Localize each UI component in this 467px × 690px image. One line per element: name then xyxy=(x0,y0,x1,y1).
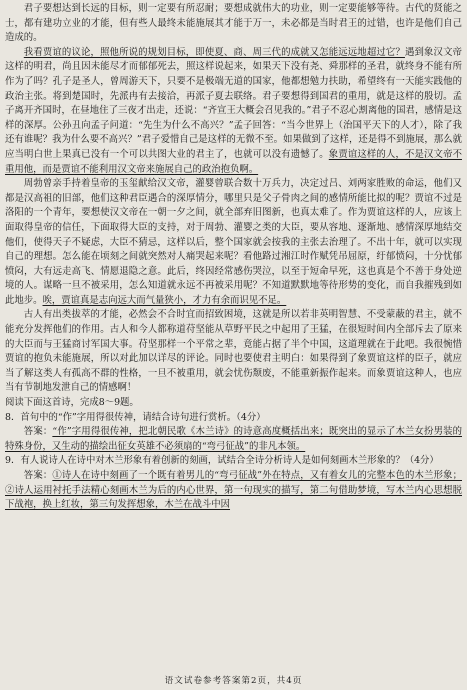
paragraph-1 xyxy=(5,2,462,46)
answer-8-text: “作”字用得很传神，把北朝民歌《木兰诗》的诗意高度概括出来；既突出的显示了木兰女扮男装的特殊身份，又生动的描绘出征女英雄不必须扇的“弯弓征战”的非凡本领。 xyxy=(5,426,462,452)
poem-instruction-text: 阅读下面这首诗，完成8～9题。 xyxy=(5,397,139,409)
paragraph-4 xyxy=(5,308,462,396)
paragraph-3 xyxy=(5,177,462,308)
question-8 xyxy=(5,411,462,426)
paragraph-3-underlined-closing: 唉，贾谊真是志向远大而气量狭小，才力有余而识见不足。 xyxy=(42,294,287,306)
paragraph-2 xyxy=(5,46,462,177)
question-9 xyxy=(5,454,462,469)
paragraph-4-text: 古人有出类拔萃的才能，必然会不合时宜而招致困境，这就是所以若非英明智慧、不受蒙蔽的君主，就不能充分发挥他们的作用。古人和今人都称道苻坚能从草野平民之中起用了王猛，在很短时间内全部斥去了原来的大臣而与王猛商讨军国大事。苻坚那样一个平常之辈，竟能占据了半个中国，这道理就在于此吧。我很惋惜贾谊的抱负未能施展，所以对此加以详尽的评论。同时也要使君主明白：如果得到了象贾谊这样的臣子，就应当了解这类人有孤高不群的性格，一旦不被重用，就会忧伤颓废，不能重新振作起来。而象贾谊这种人，也应当有节制地发泄自己的情感啊！ xyxy=(5,309,462,394)
paragraph-2-underlined-closing: 象贾谊这样的人，不是汉文帝不重用他，而是贾谊不能利用汉文帝来施展自己的政治抱负啊。 xyxy=(5,148,462,175)
answer-9 xyxy=(5,469,462,513)
poem-instruction xyxy=(5,396,462,411)
answer-9-label: 答案： xyxy=(23,470,53,481)
paragraph-2-text: 遇到象汉文帝这样的明君，尚且因未能尽才而郁郁死去，照这样说起来，如果天下没有尧、舜那样的圣君，就终身不能有所作为了吗？孔子是圣人，曾周游天下，只要不是极端无道的国家，他都想勉力扶助，希望终有一天能实践他的政治主张。将到楚国时，先派冉有去接洽，再派子夏去联络。君子要想得到国君的重用，就是这样的殷切。孟子离开齐国时，在昼地住了三夜才出走，还说：“齐宣王大概会召见我的。”君子不忍心割离他的国君，感情是这样的深厚。公孙丑向孟子问道：“先生为什么不高兴？”孟子回答：“当今世界上（治国平天下的人才），除了我还有谁呢？我为什么要不高兴？”君子爱惜自己是这样的无微不至。如果做到了这样，还是得不到施展，那么就应当明白世上果真已没有一个可以共图大业的君主了，也就可以没有遗憾了。 xyxy=(5,46,462,160)
question-9-text: 9．有人说诗人在诗中对木兰形象有着创新的刻画，试结合全诗分析诗人是如何刻画木兰形象的？（4分） xyxy=(5,455,439,467)
question-8-text: 8．首句中的“作”字用得很传神，请结合诗句进行赏析。（4分） xyxy=(5,411,266,423)
answer-8 xyxy=(5,425,462,454)
answer-8-label: 答案： xyxy=(23,426,53,438)
paragraph-3-text: 周勃曾亲手持着皇帝的玉玺献给汉文帝，灌婴曾联合数十万兵力，决定过吕、刘两家胜败的命运，他们又都是汉高祖的旧部，他们这种君臣遇合的深厚情分，哪里只是父子骨肉之间的感情所能比拟的呢？贾谊不过是洛阳的一个青年，要想使汉文帝在一朝一夕之间，就全部弃旧图新，也真太难了。作为贾谊这样的人，应该上面取得皇帝的信任，下面取得大臣的支持，对于周勃、灌婴之类的大臣，要从容地、逐渐地、感情深厚地结交他们，使得天子不疑虑，大臣不猜忌，这样以后，整个国家就会按我的主张去治理了。不出十年，就可以实现自己的理想。怎么能在顷刻之间就突然对人痛哭起来呢？看他路过湘江时作赋凭吊屈原，纡郁愤闷，十分忧郁愤闷，大有远走高飞、情愿退隐之意。此后，终因经常感伤哭泣，以至于短命早死，这也真是个不善于身处逆境的人。谋略一旦不被采用，怎么知道就永远不再被采用呢？不知道默默地等待形势的变化，而自我摧残到如此地步。 xyxy=(5,178,462,306)
answer-9-text: ①诗人在诗中刻画了一个既有着男儿的“弯弓征战”外在特点，又有着女儿的完整本色的木兰形象；②诗人运用衬托手法精心刻画木兰为后的内心世界，第一句现实的描写，第二句借助梦境，写木兰内心思想脱下战袍，换上红妆，第三句发挥想象，木兰在战斗中因 xyxy=(5,470,462,511)
page-footer-text: 语文试卷参考答案第2页，共4页 xyxy=(164,676,303,686)
paragraph-1-text: 君子要想达到长远的目标，则一定要有所忍耐；要想成就伟大的功业，则一定要能够等待。古代的贤能之士，都有建功立业的才能，但有些人最终未能施展其才能于万一，未必都是当时君王的过错，也许是他们自己造成的。 xyxy=(5,3,462,44)
page-footer xyxy=(0,674,467,686)
paragraph-2-underlined-opening: 我看贾谊的议论，照他所说的规划目标，即使夏、商、周三代的成就又怎能远远地超过它？ xyxy=(23,46,405,58)
